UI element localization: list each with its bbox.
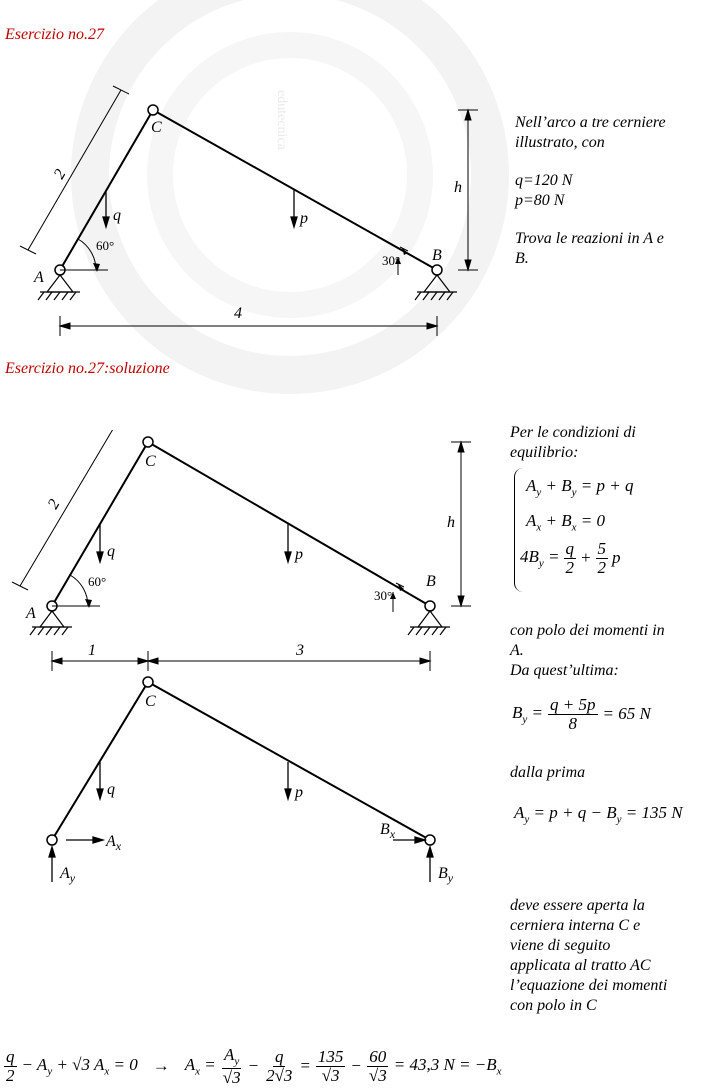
dim-ac: [12, 430, 116, 590]
label-len-ab: 4: [234, 305, 242, 322]
label-h: h: [447, 514, 455, 531]
load-q: [97, 762, 103, 799]
member-ac: [52, 682, 148, 840]
label-len-1: 1: [88, 642, 96, 659]
hinge-text: deve essere aperta la cerniera interna C e viene di seguito applicata al tratto AC l’equazione dei momenti con polo in C: [510, 897, 668, 1014]
member-cb: [148, 682, 430, 840]
label-by: $B_y$: [438, 865, 454, 885]
member-cb: [153, 110, 437, 270]
label-angle-60: 60°: [88, 574, 107, 589]
label-c: C: [145, 693, 156, 710]
label-len-ac: 2: [44, 496, 64, 512]
label-angle-60: 60°: [96, 238, 115, 253]
load-p: [285, 762, 291, 799]
problem-line-2: illustrato, con: [515, 134, 605, 151]
hinge-c: [143, 677, 153, 687]
label-h: h: [454, 179, 462, 196]
free-body-diagram: [0, 670, 500, 900]
hinge-b: [432, 265, 442, 275]
hinge-c: [143, 437, 153, 447]
problem-line-1: Nell’arco a tre cerniere: [515, 114, 666, 131]
hinge-b: [425, 601, 435, 611]
hinge-c: [148, 105, 158, 115]
member-cb: [148, 442, 430, 606]
problem-diagram: [0, 60, 500, 340]
dim-split: [52, 651, 430, 671]
label-p: p: [295, 784, 303, 801]
label-p: p: [300, 210, 308, 227]
label-angle-30: 30°: [374, 588, 393, 603]
dalla-prima: dalla prima: [510, 764, 586, 781]
label-q: q: [107, 781, 115, 798]
label-a: A: [34, 269, 44, 286]
problem-q: q=120 N: [515, 172, 573, 189]
problem-text: [515, 113, 705, 269]
polo-line-1: con polo dei momenti in: [510, 622, 665, 639]
exercise-title: Esercizio no.27: [5, 26, 104, 43]
label-b: B: [426, 573, 436, 590]
reaction-bx: [393, 837, 425, 843]
load-p: [291, 190, 297, 227]
label-p: p: [295, 546, 303, 563]
solution-title: Esercizio no.27:soluzione: [5, 360, 170, 377]
watermark-text: edutecnica: [274, 90, 289, 150]
dim-ab: [60, 316, 437, 336]
moment-pole-text: [510, 621, 708, 681]
label-q: q: [107, 543, 115, 560]
support-a: [30, 611, 72, 635]
label-c: C: [151, 119, 162, 136]
support-a: [38, 275, 80, 300]
equation-1: $A_y + B_y = p + q$: [526, 476, 634, 499]
reaction-by: [427, 847, 433, 882]
solution-diagram: [0, 430, 500, 680]
problem-p: p=80 N: [515, 192, 565, 209]
ay-equation: $A_y = p + q - B_y = 135$ N: [514, 803, 683, 826]
label-b: B: [432, 247, 442, 264]
dim-ac: [20, 86, 129, 254]
support-b: [408, 611, 450, 635]
label-q: q: [113, 207, 121, 224]
label-a: A: [26, 605, 36, 622]
problem-ask-2: B.: [515, 250, 529, 267]
intro-line-2: equilibrio:: [510, 444, 579, 461]
label-ax: $A_x$: [106, 833, 122, 853]
support-b: [415, 275, 457, 300]
intro-line-1: Per le condizioni di: [510, 424, 636, 441]
reaction-ay: [49, 847, 55, 882]
label-angle-30: 30°: [382, 253, 401, 268]
problem-ask-1: Trova le reazioni in A e: [515, 230, 664, 247]
label-len-ac: 2: [50, 166, 70, 182]
by-equation: $B_y$ = $\frac{q + 5p}{8}$ = 65 N: [512, 695, 651, 733]
label-len-3: 3: [296, 642, 304, 659]
equation-2: $A_x + B_x = 0$: [526, 511, 606, 534]
reaction-ax: [66, 837, 103, 843]
polo-line-2: A.: [510, 642, 524, 659]
hinge-a: [47, 835, 57, 845]
label-bx: $B_x$: [380, 821, 396, 841]
last-line: Da quest’ultima:: [510, 662, 619, 679]
load-p: [285, 524, 291, 562]
label-ay: $A_y$: [60, 865, 76, 885]
equation-3: $4B_y$ = $\frac{q}{2}$ + $\frac{5}{2}$ p: [520, 539, 621, 577]
solution-intro: [510, 423, 708, 463]
final-equation: $\frac{q}{2}$ − $A_y + √3$ $A_x = 0$ → $A_x$ = $\frac{A_y}{√3}$ − $\frac{q}{2√3}$ = $\frac{135}{√3}$ − $\frac{60}{√3}$ = 43,3 $N = -B_x$: [6, 1045, 502, 1087]
load-q: [97, 524, 103, 562]
label-c: C: [145, 453, 156, 470]
